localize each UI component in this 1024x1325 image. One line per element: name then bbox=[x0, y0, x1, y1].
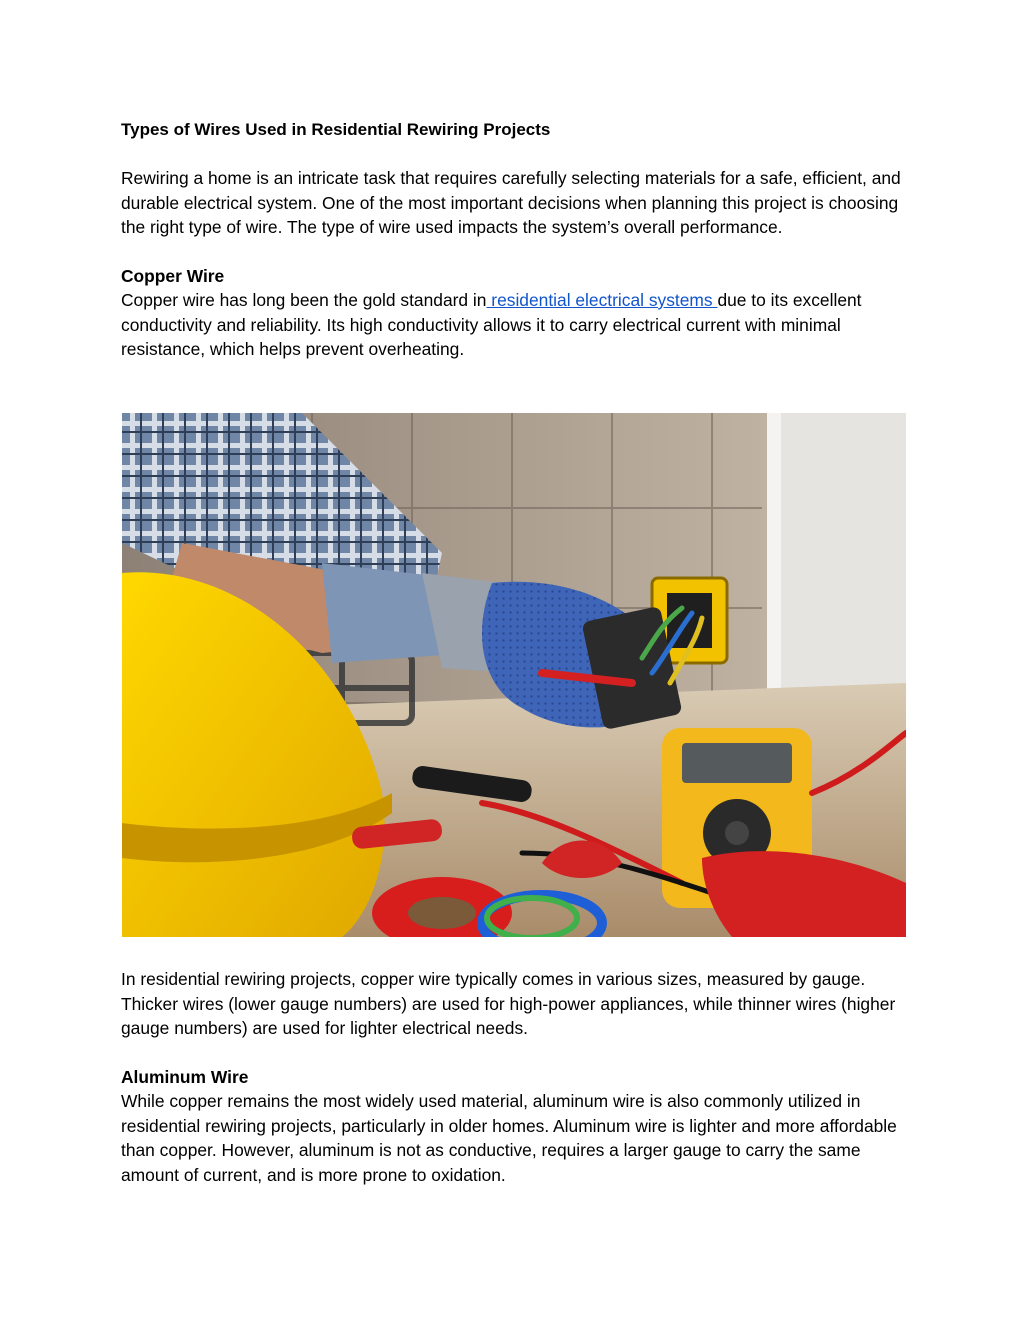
document-top bbox=[121, 118, 911, 362]
intro-paragraph: Rewiring a home is an intricate task that requires carefully selecting materials for a safe, efficient, and durable electrical system. One of the most important decisions when planning this project is choosing the right type of wire. The type of wire used impacts the system’s overall performance. bbox=[121, 168, 901, 237]
residential-electrical-systems-link[interactable]: residential electrical systems bbox=[486, 290, 718, 310]
copper-text-before-link: Copper wire has long been the gold standard in bbox=[121, 290, 487, 310]
aluminum-paragraph: While copper remains the most widely used material, aluminum wire is also commonly utilized in residential rewiring projects, particularly in older homes. Aluminum wire is lighter and more affordable than copper. However, aluminum is not as conductive, requires a larger gauge to carry the same amount of current, and is more prone to oxidation. bbox=[121, 1091, 897, 1185]
copper-heading: Copper Wire bbox=[121, 265, 225, 286]
copper-paragraph bbox=[121, 288, 911, 362]
document-title: Types of Wires Used in Residential Rewiring Projects bbox=[121, 120, 551, 139]
aluminum-heading: Aluminum Wire bbox=[121, 1066, 249, 1087]
electrician-photo bbox=[122, 413, 906, 937]
copper-text-after-link: due to its excellent conductivity and reliability. Its high conductivity allows it to carry electrical current with minimal resistance, which helps prevent overheating. bbox=[121, 290, 862, 359]
document-bottom bbox=[121, 967, 911, 1187]
gauge-paragraph: In residential rewiring projects, copper wire typically comes in various sizes, measured by gauge. Thicker wires (lower gauge numbers) are used for high-power appliances, while thinner wires (higher gauge numbers) are used for lighter electrical needs. bbox=[121, 969, 896, 1038]
